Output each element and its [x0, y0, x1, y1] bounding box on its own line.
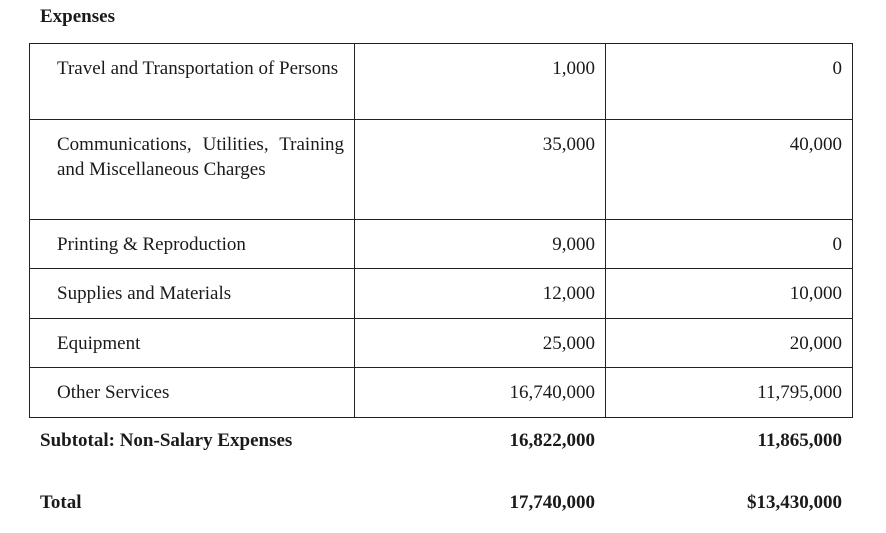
subtotal-label: Subtotal: Non-Salary Expenses: [40, 430, 293, 451]
total-label: Total: [40, 492, 82, 513]
total-value-col2: $13,430,000: [747, 492, 842, 513]
table-row: [30, 220, 853, 269]
row-label: Other Services: [30, 368, 355, 418]
row-value-col2: 0: [606, 220, 853, 269]
table-row: [30, 44, 853, 120]
row-value-col1: 16,740,000: [355, 368, 606, 418]
row-label: Printing & Reproduction: [30, 220, 355, 269]
row-value-col2: 40,000: [606, 120, 853, 220]
table-row: [30, 269, 853, 319]
row-value-col1: 9,000: [355, 220, 606, 269]
subtotal-value-col1: 16,822,000: [509, 430, 595, 451]
table-row: [30, 368, 853, 418]
row-value-col1: 1,000: [355, 44, 606, 120]
row-value-col1: 12,000: [355, 269, 606, 319]
table-row: [30, 120, 853, 220]
subtotal-row: [40, 430, 842, 456]
row-value-col1: 35,000: [355, 120, 606, 220]
row-value-col2: 20,000: [606, 319, 853, 368]
row-label: Supplies and Materials: [30, 269, 355, 319]
row-value-col1: 25,000: [355, 319, 606, 368]
row-value-col2: 0: [606, 44, 853, 120]
row-value-col2: 11,795,000: [606, 368, 853, 418]
row-label: Equipment: [30, 319, 355, 368]
total-row: [40, 492, 842, 518]
row-label: Travel and Transportation of Persons: [30, 44, 355, 120]
row-value-col2: 10,000: [606, 269, 853, 319]
table-row: [30, 319, 853, 368]
total-value-col1: 17,740,000: [509, 492, 595, 513]
row-label: Communications, Utilities, Training and Miscellaneous Charges: [30, 120, 355, 220]
section-heading: Expenses: [40, 6, 115, 27]
expenses-table: [29, 43, 853, 418]
subtotal-value-col2: 11,865,000: [757, 430, 842, 451]
